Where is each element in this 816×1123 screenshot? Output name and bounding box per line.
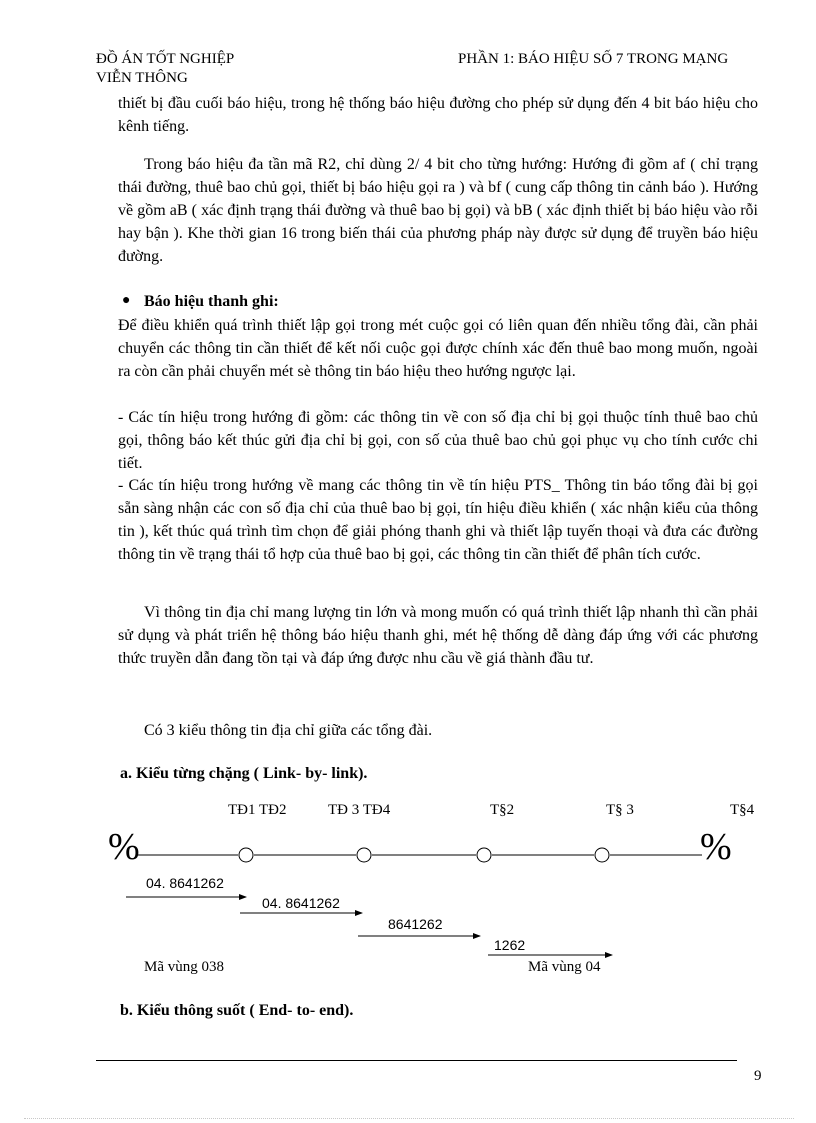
number-hop-2: 04. 8641262 (262, 895, 340, 911)
section-b-heading: b. Kiểu thông suốt ( End- to- end). (120, 1002, 354, 1019)
paragraph-5: - Các tín hiệu trong hướng về mang các thông tin về tín hiệu PTS_ Thông tin báo tổng đài bị gọi sẵn sàng nhận các con số địa chỉ của thuê bao bị gọi, tín hiệu điều khiển ( xác nhận kiểu của thông tin ), kết thúc quá trình tìm chọn để giải phóng thanh ghi và thiết lập tuyến thoại và đưa các đường thông tin về trạng thái tổ hợp của thuê bao bị gọi, các thông tin cần thiết để phân tích cước. (118, 477, 758, 563)
area-code-left: Mã vùng 038 (144, 959, 224, 975)
footer-divider (96, 1060, 737, 1061)
bullet-icon: ● (122, 293, 131, 308)
diagram-label-ts2: T§2 (490, 802, 515, 818)
paragraph-2: Trong báo hiệu đa tần mã R2, chỉ dùng 2/ 4 bit cho từng hướng: Hướng đi gồm af ( chỉ trạng thái đường, thuê bao chủ gọi, thiết bị báo hiệu gọi ra ) và bf ( cung cấp thông tin cảnh báo ). Hướng về gồm aB ( xác định trạng thái đường và thuê bao bị gọi) và bB ( xác định thiết bị báo hiệu vào rỗi hay bận ). Khe thời gian 16 trong biến thái của phương pháp này được sử dụng để truyền báo hiệu đường. (118, 156, 758, 265)
diagram-label-td1-td2: TĐ1 TĐ2 (228, 802, 287, 818)
diagram-label-td3-td4: TĐ 3 TĐ4 (328, 802, 391, 818)
end-symbol-right: % (700, 826, 732, 868)
number-hop-3: 8641262 (388, 916, 443, 932)
diagram-label-ts4: T§4 (730, 802, 755, 818)
page-bottom-border (24, 1118, 794, 1119)
header-left-line1: ĐỒ ÁN TỐT NGHIỆP (96, 51, 235, 67)
exchange-node-4 (595, 848, 609, 862)
diagram-label-ts3: T§ 3 (606, 802, 634, 818)
exchange-node-2 (357, 848, 371, 862)
page-number: 9 (754, 1068, 762, 1084)
paragraph-1: thiết bị đầu cuối báo hiệu, trong hệ thống báo hiệu đường cho phép sử dụng đến 4 bit báo hiệu cho kênh tiếng. (118, 95, 758, 135)
paragraph-7: Có 3 kiểu thông tin địa chỉ giữa các tổng đài. (144, 722, 433, 739)
paragraph-3: Để điều khiển quá trình thiết lập gọi trong mét cuộc gọi có liên quan đến nhiều tổng đài, cần phải chuyển các thông tin cần thiết để kết nối cuộc gọi được chính xác đến thuê bao mong muốn, ngoài ra còn cần phải chuyển mét sè thông tin báo hiệu theo hướng ngược lại. (118, 317, 758, 380)
header-left-line2: VIỄN THÔNG (96, 70, 188, 86)
area-code-right: Mã vùng 04 (528, 959, 601, 975)
bullet-heading: Báo hiệu thanh ghi: (144, 293, 279, 310)
number-hop-4: 1262 (494, 937, 526, 953)
section-a-heading: a. Kiểu từng chặng ( Link- by- link). (120, 765, 368, 782)
paragraph-6: Vì thông tin địa chỉ mang lượng tin lớn và mong muốn có quá trình thiết lập nhanh thì cần phải sử dụng và phát triển hệ thông báo hiệu thanh ghi, mét hệ thống dễ dàng đáp ứng với các phương thức truyền dẫn đang tồn tại và đáp ứng được nhu cầu về giá thành đầu tư. (118, 604, 758, 667)
end-symbol-left: % (108, 826, 140, 868)
exchange-node-1 (239, 848, 253, 862)
header-right: PHẦN 1: BÁO HIỆU SỐ 7 TRONG MẠNG (458, 51, 729, 67)
exchange-node-3 (477, 848, 491, 862)
number-hop-1: 04. 8641262 (146, 875, 224, 891)
paragraph-4: - Các tín hiệu trong hướng đi gồm: các thông tin về con số địa chỉ bị gọi thuộc tính thuê bao chủ gọi, thông báo kết thúc gửi địa chỉ bị gọi, con số của thuê bao chủ gọi phục vụ cho tính cước chi tiết. (118, 409, 758, 472)
